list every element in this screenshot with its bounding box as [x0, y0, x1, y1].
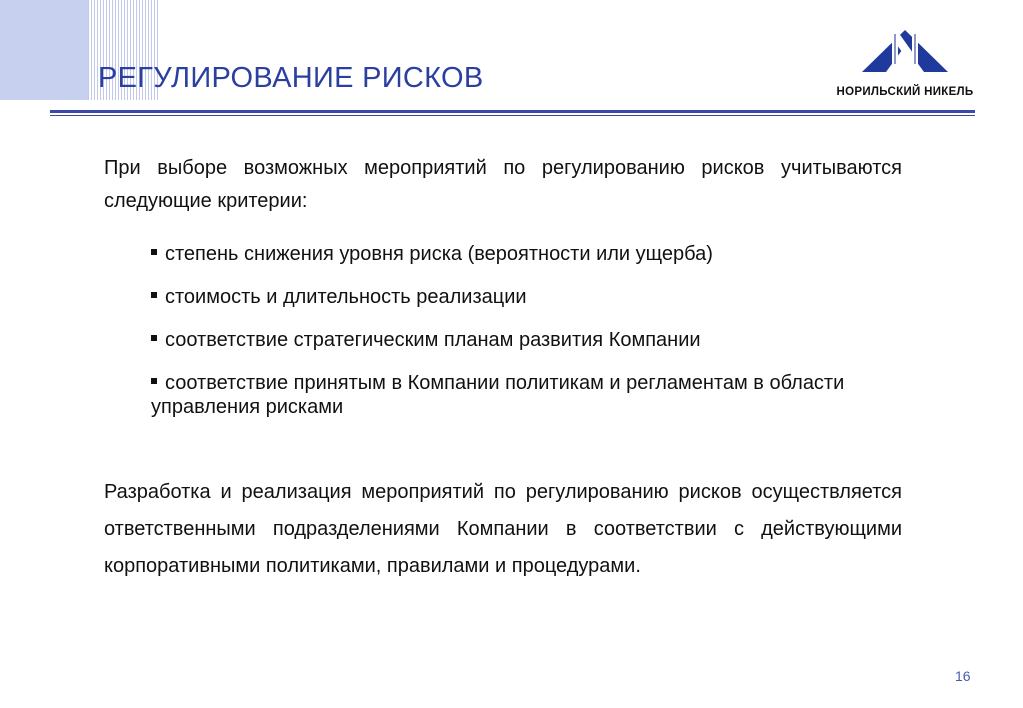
bullet-icon — [151, 335, 157, 341]
list-item: соответствие принятым в Компании политикам и регламентам в области управления рисками — [151, 372, 845, 418]
list-item: соответствие стратегическим планам развития Компании — [151, 328, 891, 352]
header-rule — [50, 110, 975, 113]
intro-paragraph: При выборе возможных мероприятий по регулированию рисков учитываются следующие критерии: — [104, 157, 902, 212]
bullet-icon — [151, 378, 157, 384]
page-number: 16 — [955, 668, 971, 684]
bullet-icon — [151, 249, 157, 255]
mountain-logo-icon — [860, 26, 950, 76]
company-logo — [830, 26, 980, 106]
outro-paragraph: Разработка и реализация мероприятий по регулированию рисков осуществляется ответственными подразделениями Компании в соответствии с действующими корпоративными политиками, правилами и процедурами. — [104, 481, 902, 577]
criteria-list — [151, 242, 891, 438]
bullet-icon — [151, 292, 157, 298]
header-decor-block — [0, 0, 88, 100]
slide-title: РЕГУЛИРОВАНИЕ РИСКОВ — [98, 62, 484, 94]
logo-text: НОРИЛЬСКИЙ НИКЕЛЬ — [836, 86, 974, 98]
list-item: стоимость и длительность реализации — [151, 285, 891, 309]
list-item: степень снижения уровня риска (вероятности или ущерба) — [151, 242, 891, 266]
header-rule-thin — [50, 115, 975, 116]
